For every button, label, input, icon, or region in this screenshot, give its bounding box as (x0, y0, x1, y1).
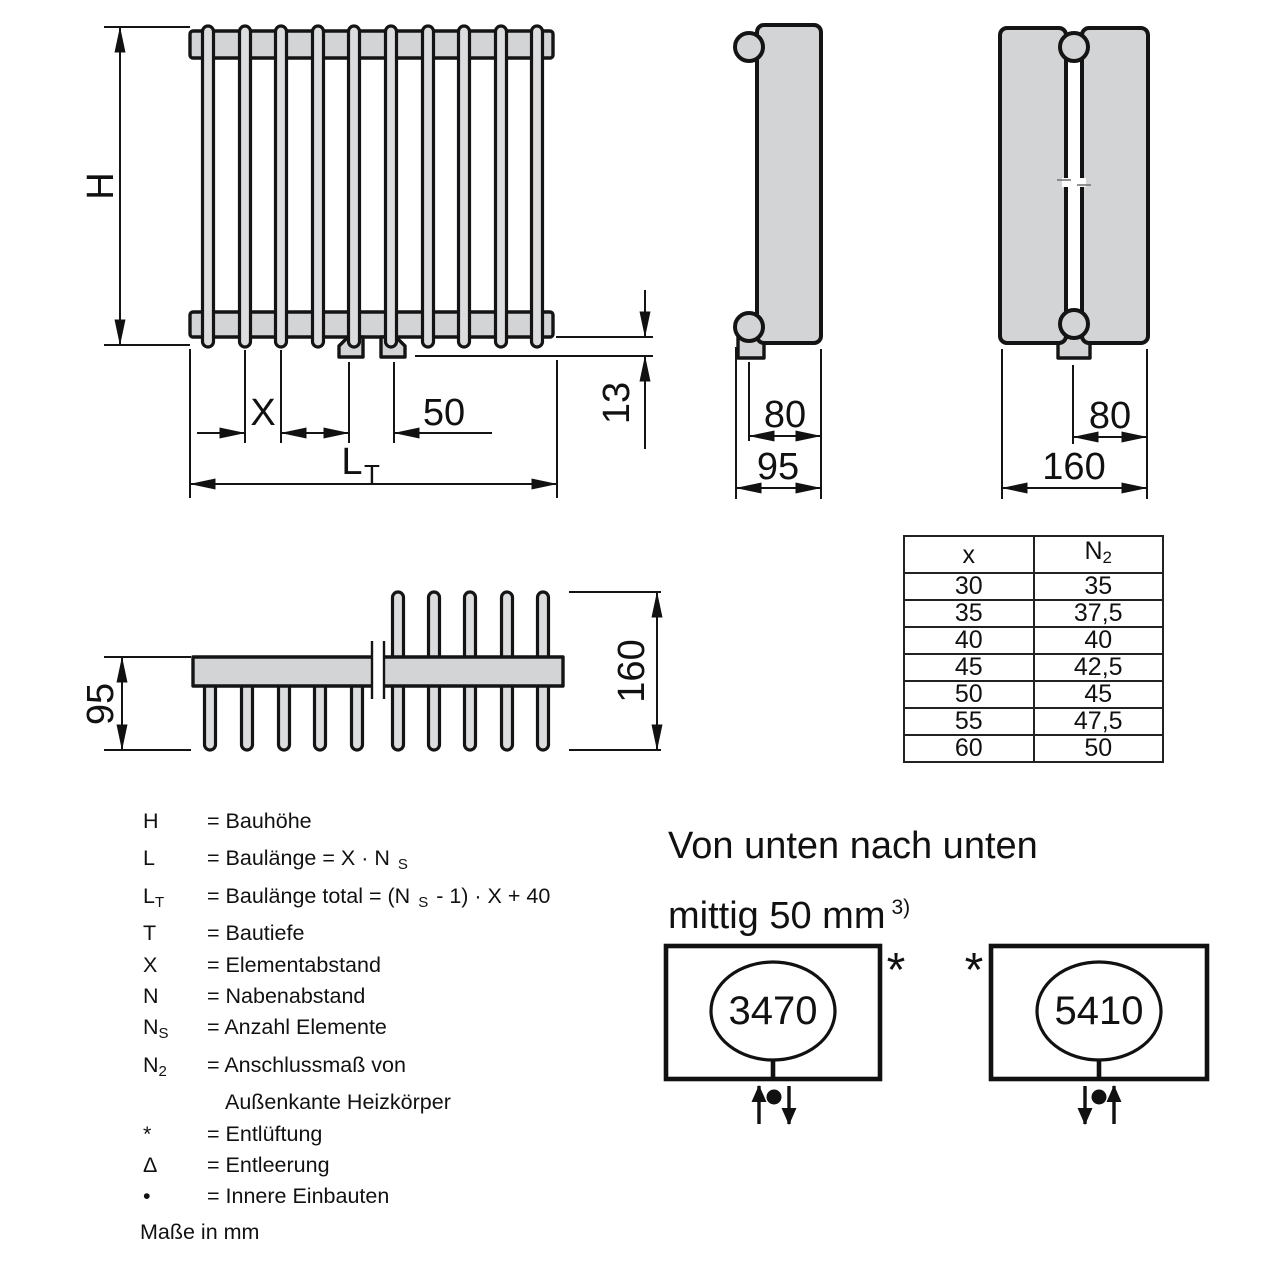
table-row: 45 42,5 (904, 654, 1163, 681)
side160-body-left (1000, 28, 1066, 343)
table-row: 40 40 (904, 627, 1163, 654)
table-row: 50 45 (904, 681, 1163, 708)
legend (140, 806, 630, 1213)
legend-symbol: H (143, 809, 159, 833)
dim-13-label: 13 (596, 381, 638, 425)
legend-symbol: X (143, 952, 158, 977)
legend-definition: = Innere Einbauten (207, 1184, 390, 1209)
legend-definition: = Bautiefe (207, 921, 305, 946)
legend-definition: = Bauhöhe (207, 809, 312, 833)
side160-top-hub (1060, 33, 1088, 61)
heading-line-1: Von unten nach unten (668, 825, 1038, 867)
side95-body (757, 25, 821, 343)
legend-symbol: N (143, 984, 159, 1009)
table-row: 60 50 (904, 735, 1163, 762)
legend-definition-continuation: Außenkante Heizkörper (225, 1090, 451, 1115)
inner-fitting-dot (1092, 1090, 1107, 1105)
legend-item (140, 806, 630, 843)
dim-80-label: 80 (763, 394, 807, 436)
dim-x-label: X (250, 392, 276, 434)
dim-h (80, 27, 190, 345)
legend-item (140, 881, 630, 918)
dim-95-top (80, 657, 191, 750)
legend-symbol: Δ (143, 1153, 158, 1178)
side-view-160 (1000, 28, 1148, 499)
connection-diagram-right (965, 944, 1207, 1124)
dim-lt-label: L (341, 441, 363, 483)
footnote-marker: 3) (891, 896, 911, 919)
legend-item (140, 1181, 630, 1212)
dim-80-label: 80 (1088, 395, 1132, 437)
side160-body-right (1082, 28, 1148, 343)
legend-symbol: $L_T$ (143, 883, 165, 911)
connection-heading (668, 815, 1038, 947)
dim-x-50 (197, 350, 492, 443)
dim-95-label: 95 (756, 446, 800, 488)
legend-definition: = Anzahl Elemente (207, 1015, 387, 1040)
legend-symbol: $N_2$ (143, 1052, 167, 1080)
dim-95-label: 95 (80, 682, 122, 726)
inner-fitting-dot (767, 1090, 782, 1105)
legend-item (140, 1119, 630, 1150)
dim-160-top (569, 592, 661, 750)
side160-bottom-hub (1060, 310, 1088, 338)
x-n2-table (903, 535, 1164, 763)
vent-asterisk: * (886, 944, 906, 997)
vent-asterisk: * (964, 944, 984, 997)
legend-item (140, 950, 630, 981)
legend-definition: = Entleerung (207, 1153, 330, 1178)
legend-item (140, 918, 630, 949)
side95-top-hub (735, 33, 763, 61)
heading-line-2: mittig 50 mm $^{3)}$ (668, 895, 911, 937)
legend-symbol: • (143, 1184, 151, 1209)
dim-h-label: H (80, 172, 122, 200)
legend-item (140, 1050, 630, 1087)
dim-160-label: 160 (1042, 446, 1106, 488)
dim-160-label: 160 (611, 639, 653, 703)
legend-item (140, 1012, 630, 1049)
valve-code-left: 3470 (728, 989, 818, 1033)
legend-symbol: $N_S$ (143, 1015, 169, 1043)
legend-definition: = Nabenabstand (207, 984, 366, 1009)
dim-80-95 (736, 347, 821, 499)
side95-bottom-hub (735, 313, 763, 341)
col-header-x: x (904, 536, 1034, 573)
units-note: Maße in mm (140, 1220, 260, 1244)
legend-definition: = Anschlussmaß von (207, 1052, 406, 1077)
legend-definition: = Entlüftung (207, 1121, 323, 1146)
table-row: 30 35 (904, 573, 1163, 600)
front-view (80, 26, 653, 498)
legend-definition: = Baulänge total = (N $_S$ - 1) · X + 40 (207, 883, 551, 911)
dim-50-label: 50 (422, 392, 466, 434)
front-tubes (203, 26, 543, 347)
dim-80-160 (1002, 349, 1147, 499)
legend-definition: = Elementabstand (207, 952, 381, 977)
side-view-95 (735, 25, 821, 499)
legend-item (140, 1150, 630, 1181)
legend-symbol: T (143, 921, 157, 946)
dim-lt-sub-label: T (364, 459, 380, 489)
legend-symbol: * (143, 1121, 152, 1146)
top-view (80, 592, 661, 750)
legend-symbol (140, 1087, 207, 1118)
col-header-n2: N2 (1034, 536, 1164, 573)
table-row: 35 37,5 (904, 600, 1163, 627)
legend-item (140, 1087, 630, 1118)
legend-item (140, 843, 630, 880)
legend-symbol: L (143, 846, 155, 871)
table-row: 55 47,5 (904, 708, 1163, 735)
table-header-row (904, 536, 1163, 573)
legend-item (140, 981, 630, 1012)
connection-diagram-left (666, 944, 905, 1124)
legend-definition: = Baulänge = X · N $_S$ (207, 846, 408, 874)
valve-code-right: 5410 (1054, 989, 1144, 1033)
